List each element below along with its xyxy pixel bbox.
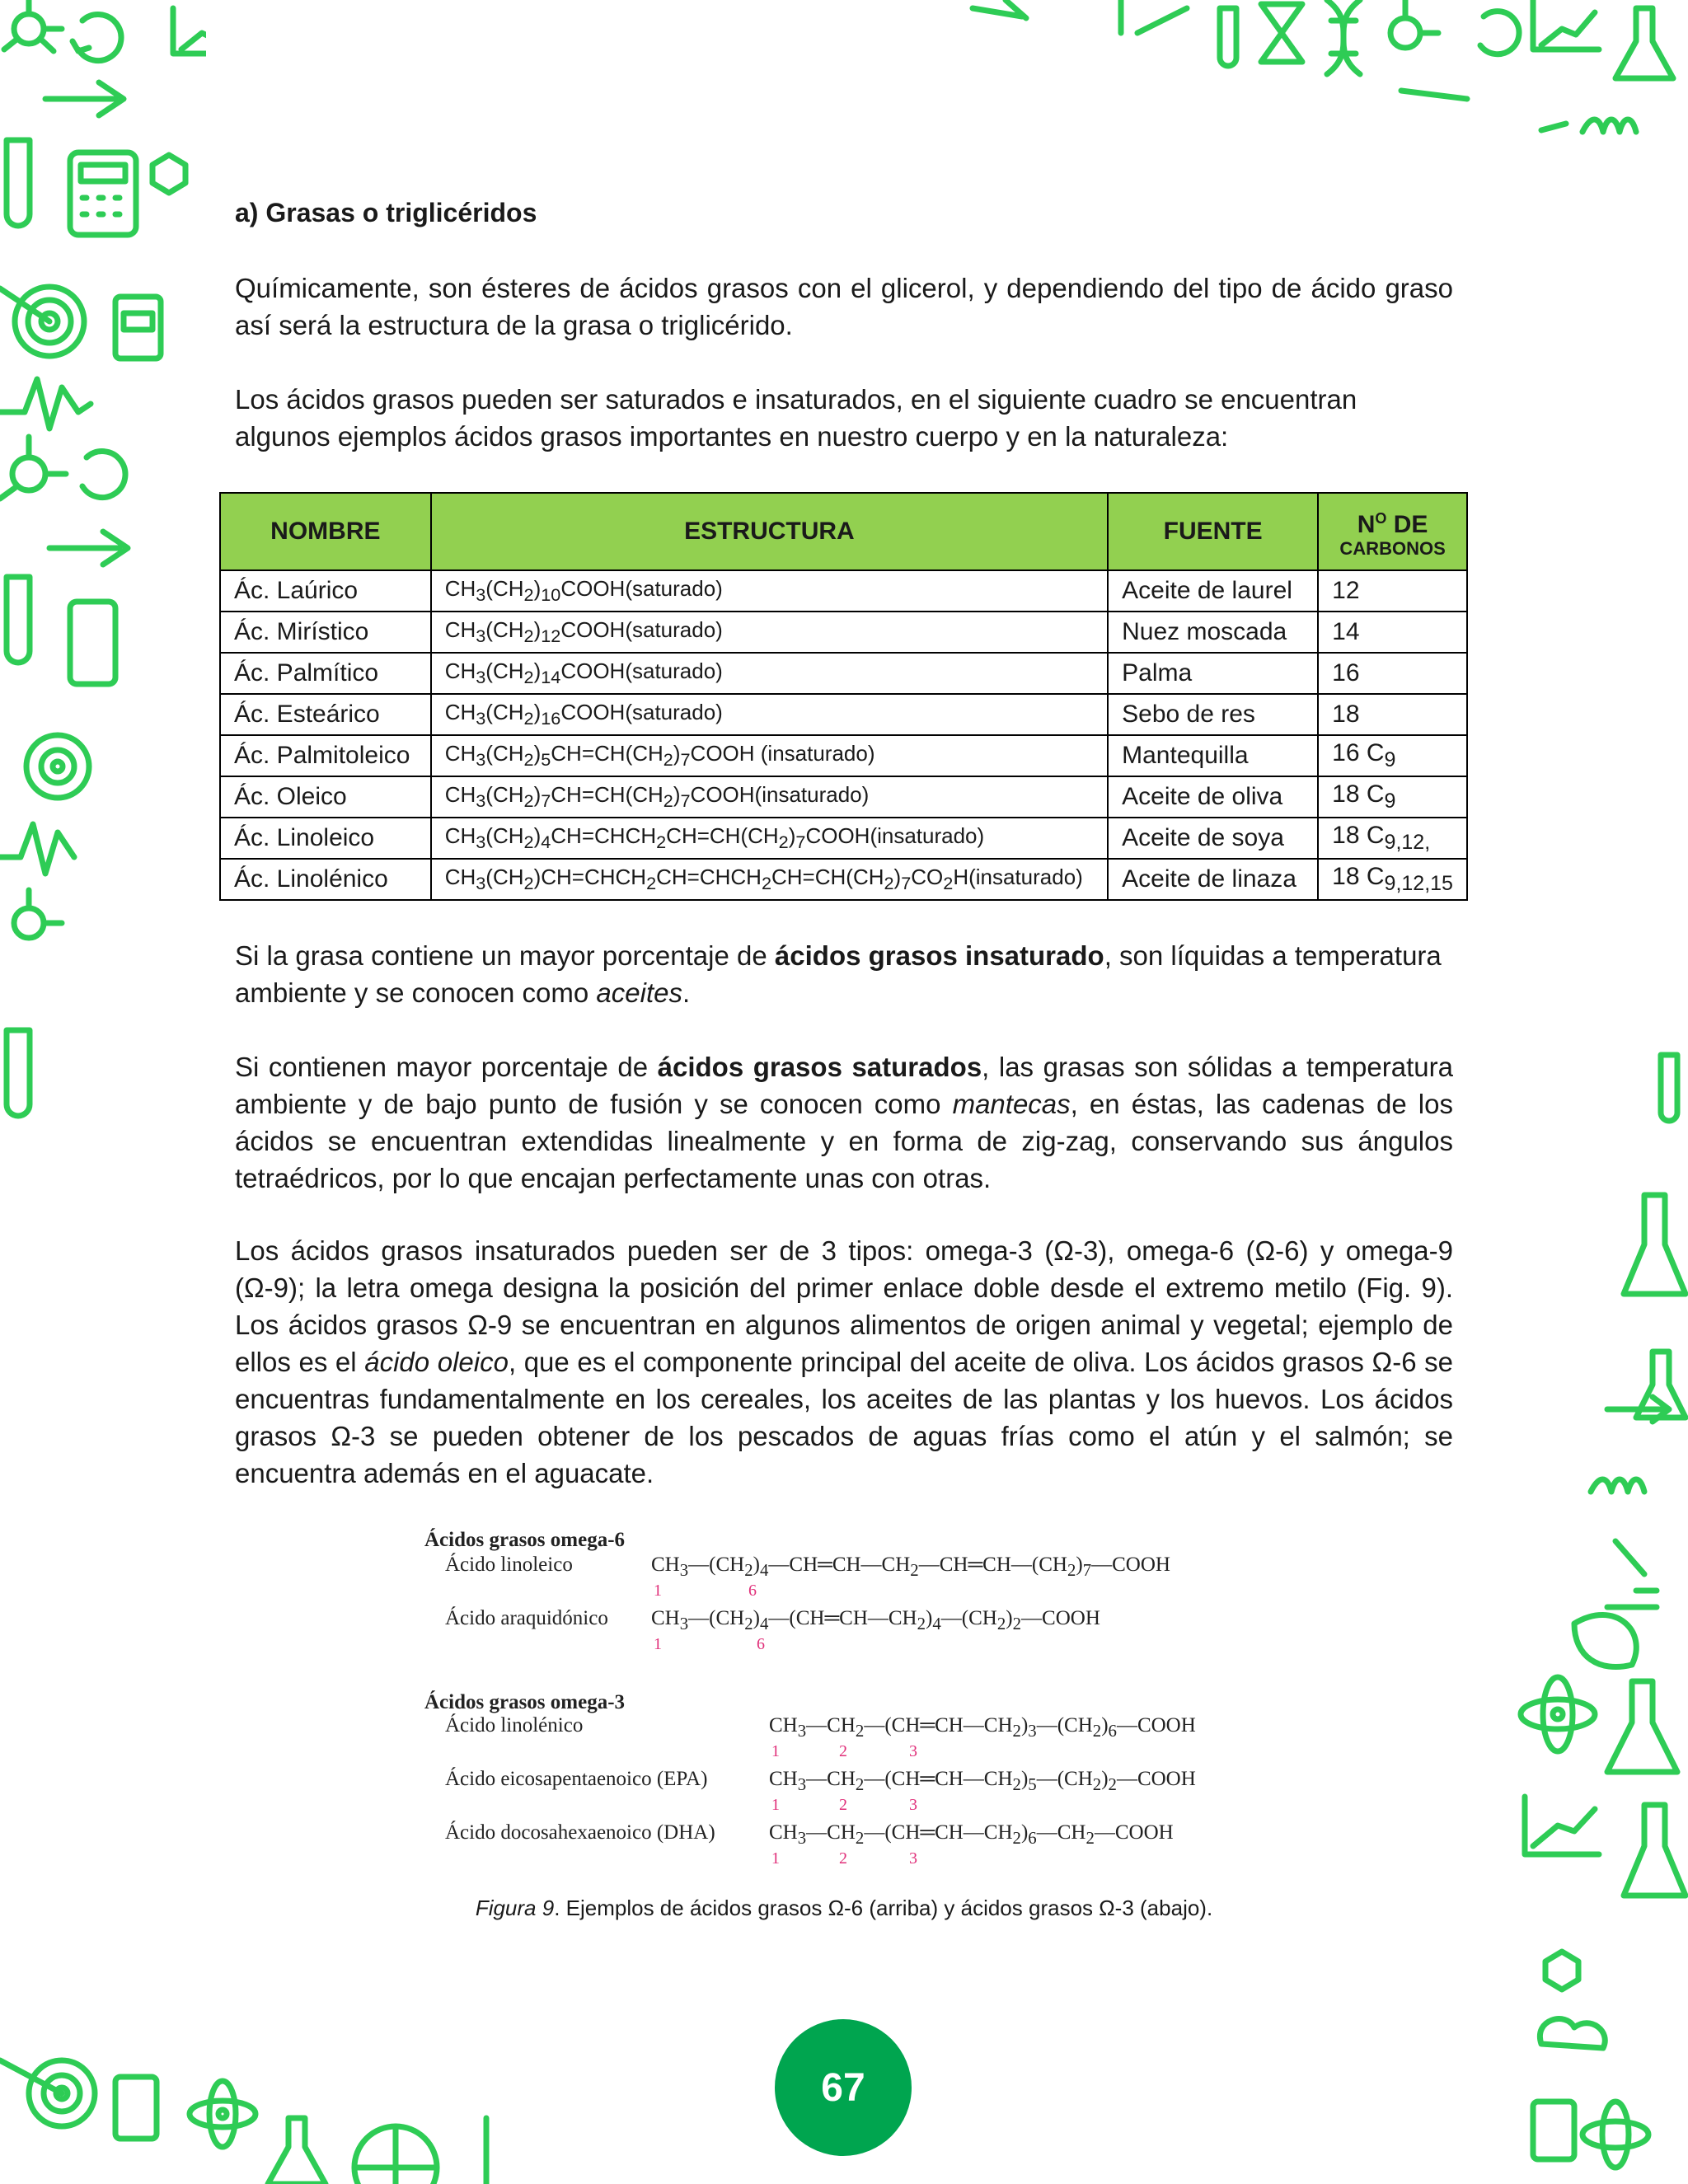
cell-source: Aceite de linaza	[1108, 859, 1318, 900]
atom-icon	[190, 2081, 256, 2147]
decorative-border-top	[890, 0, 1688, 148]
cell-carbons: 18 $C_9$	[1318, 776, 1467, 818]
paragraph-definition: Químicamente, son ésteres de ácidos grasos con el glicerol, y dependiendo del tipo de ácido graso así será la estructura de la grasa o triglicérido.	[235, 273, 1453, 340]
acid-name: Ácido docosahexaenoico (DHA)	[445, 1821, 715, 1844]
caption-label: Figura 9	[475, 1896, 555, 1920]
microscope-icon	[1607, 1541, 1657, 1607]
growth-chart-icon	[173, 8, 206, 54]
recycle-icon	[82, 452, 125, 498]
target-icon	[0, 287, 84, 356]
paragraph-saturated: Si contienen mayor porcentaje de ácidos grasos saturados, las grasas son sólidas a temperatura ambiente y de bajo punto de fusión y se conocen como mantecas, en éstas, las cadenas de los ácidos se encuentran extendidas linealmente y en forma de zig-zag, conservando sus ángulos tetraédricos, por lo que encajan perfectamente unas con otras.	[235, 1052, 1453, 1193]
carbon-position-number: 1	[654, 1582, 662, 1600]
acid-name: Ácido linolénico	[445, 1714, 584, 1736]
carbon-position-number: 2	[839, 1849, 847, 1868]
acid-name: Ácido eicosapentaenoico (EPA)	[445, 1768, 708, 1790]
paragraph-unsaturated: Si la grasa contiene un mayor porcentaje de ácidos grasos insaturado, son líquidas a temperatura ambiente y se conocen como aceites.	[235, 940, 1442, 1008]
cell-carbons: 12	[1318, 570, 1467, 612]
carbon-position-number: 6	[748, 1582, 757, 1600]
molecule-icon	[14, 890, 62, 938]
acid-formula: $CH_3—CH_2—(CH═CH—CH_2)_3—(CH_2)_6—COOH$	[769, 1714, 1196, 1741]
flask-icon	[1624, 1195, 1686, 1294]
figure-caption	[0, 1896, 1688, 1921]
decorative-border-left	[0, 0, 206, 1154]
arrow-icon	[973, 0, 1026, 18]
recycle-icon	[73, 15, 121, 61]
molecule-icon	[1390, 0, 1438, 48]
cell-source: Aceite de oliva	[1108, 776, 1318, 818]
column-header-name: NOMBRE	[220, 493, 431, 570]
carbon-position-number: 3	[909, 1742, 917, 1760]
cell-source: Mantequilla	[1108, 735, 1318, 776]
acid-name: Ácido linoleico	[445, 1554, 573, 1576]
book-icon	[115, 2077, 157, 2139]
cell-source: Sebo de res	[1108, 694, 1318, 735]
cell-carbons: 16	[1318, 653, 1467, 694]
carbon-position-number: 3	[909, 1796, 917, 1814]
cell-name: Ác. Linolénico	[220, 859, 431, 900]
cell-carbons: 18 $C_{9,12,}$	[1318, 818, 1467, 859]
target-icon	[26, 735, 89, 798]
cell-carbons: 16 $C_9$	[1318, 735, 1467, 776]
atom-icon	[1582, 2102, 1648, 2168]
spring-icon	[1541, 120, 1636, 132]
growth-chart-icon	[1121, 0, 1187, 33]
cell-source: Nuez moscada	[1108, 612, 1318, 653]
carbon-position-number: 1	[771, 1742, 780, 1760]
section-heading: a) Grasas o triglicéridos	[235, 198, 537, 227]
cell-name: Ác. Esteárico	[220, 694, 431, 735]
omega3-title: Ácidos grasos omega-3	[424, 1691, 626, 1713]
book-icon	[115, 297, 161, 359]
carbon-position-number: 2	[839, 1796, 847, 1814]
test-tube-icon	[1661, 1055, 1677, 1121]
calculator-icon	[70, 602, 115, 684]
carbons-sup: O	[1375, 510, 1387, 527]
arrow-right-icon	[45, 82, 124, 115]
cell-name: Ác. Palmítico	[220, 653, 431, 694]
cell-structure: $CH_3(CH_2)_{14}COOH(saturado)$	[431, 653, 1108, 694]
carbons-n: N	[1357, 511, 1376, 538]
acid-formula: $CH_3—(CH_2)_4—(CH═CH—CH_2)_4—(CH_2)_2—COOH$	[651, 1607, 1100, 1633]
carbon-position-number: 1	[771, 1849, 780, 1868]
table-row	[220, 653, 1467, 694]
book-icon	[1533, 2102, 1574, 2159]
cell-carbons: 14	[1318, 612, 1467, 653]
carbon-position-number: 3	[909, 1849, 917, 1868]
column-header-carbons	[1318, 493, 1467, 570]
recycle-icon	[1480, 12, 1519, 54]
table-row	[220, 612, 1467, 653]
cell-carbons: 18	[1318, 694, 1467, 735]
acid-formula: $CH_3—(CH_2)_4—CH═CH—CH_2—CH═CH—(CH_2)_7—COOH$	[651, 1554, 1170, 1580]
omega-figure	[424, 1529, 1315, 1891]
table-header-row	[220, 493, 1467, 570]
flask-icon	[1615, 8, 1673, 78]
cell-carbons: 18 $C_{9,12,15}$	[1318, 859, 1467, 900]
cell-name: Ác. Oleico	[220, 776, 431, 818]
paragraph-omega: Los ácidos grasos insaturados pueden ser de 3 tipos: omega-3 (Ω-3), omega-6 (Ω-6) y omega-9 (Ω-9); la letra omega designa la posición del primer enlace doble desde el extremo metilo (Fig. 9). Los ácidos grasos Ω-9 se encuentran en algunos alimentos de origen animal y vegetal; ejemplo de ellos es el ácido oleico, que es el componente principal del aceite de oliva. Los ácidos grasos Ω-6 se encuentras fundamentalmente en los cereales, los aceites de las plantas y los huevos. Los ácidos grasos Ω-3 se pueden obtener de los pescados de aguas frías como el atún y el salmón; se encuentra además en el aguacate.	[235, 1235, 1454, 1488]
acid-formula: $CH_3—CH_2—(CH═CH—CH_2)_6—CH_2—COOH$	[769, 1821, 1174, 1848]
table-row	[220, 776, 1467, 818]
globe-icon	[354, 2126, 437, 2184]
test-tube-icon	[1220, 8, 1236, 66]
flask-icon	[1624, 1805, 1686, 1896]
cell-structure: $CH_3(CH_2)_{12}COOH(saturado)$	[431, 612, 1108, 653]
calculator-icon	[70, 152, 136, 235]
table-row	[220, 818, 1467, 859]
column-header-source: FUENTE	[1108, 493, 1318, 570]
arrow-right-icon	[1401, 91, 1467, 99]
acid-name: Ácido araquidónico	[445, 1607, 608, 1629]
flask-icon	[1607, 1681, 1677, 1772]
omega6-title: Ácidos grasos omega-6	[424, 1529, 626, 1551]
table-body	[220, 570, 1467, 900]
cell-name: Ác. Mirístico	[220, 612, 431, 653]
caption-text: . Ejemplos de ácidos grasos Ω-6 (arriba) y ácidos grasos Ω-3 (abajo).	[554, 1896, 1213, 1920]
leaf-icon	[1574, 1615, 1636, 1667]
column-header-structure: ESTRUCTURA	[431, 493, 1108, 570]
fatty-acids-table	[219, 492, 1468, 901]
cloud-icon	[1540, 2019, 1605, 2048]
test-tube-icon	[7, 140, 30, 226]
cell-name: Ác. Linoleico	[220, 818, 431, 859]
paragraph-intro-table: Los ácidos grasos pueden ser saturados e insaturados, en el siguiente cuadro se encuentran algunos ejemplos ácidos grasos importantes en nuestro cuerpo y en la naturaleza:	[235, 384, 1357, 452]
molecule-icon	[0, 437, 66, 499]
target-icon	[0, 2060, 95, 2126]
cell-structure: $CH_3(CH_2)CH=CHCH_2CH=CHCH_2CH=CH(CH_2)_7CO_2H(insaturado)$	[431, 859, 1108, 900]
hexagon-icon	[152, 155, 185, 193]
carbon-position-number: 2	[839, 1742, 847, 1760]
cell-structure: $CH_3(CH_2)_5CH=CH(CH_2)_7COOH$ (insaturado)	[431, 735, 1108, 776]
carbons-de: DE	[1386, 511, 1428, 538]
table-row	[220, 735, 1467, 776]
acid-formula: $CH_3—CH_2—(CH═CH—CH_2)_5—(CH_2)_2—COOH$	[769, 1768, 1196, 1794]
cell-structure: $CH_3(CH_2)_{10}COOH(saturado)$	[431, 570, 1108, 612]
arrow-right-icon	[49, 532, 128, 565]
test-tube-icon	[7, 1030, 30, 1116]
cell-structure: $CH_3(CH_2)_4CH=CHCH_2CH=CH(CH_2)_7COOH(insaturado)$	[431, 818, 1108, 859]
cell-name: Ác. Palmitoleico	[220, 735, 431, 776]
table-row	[220, 694, 1467, 735]
carbons-sub: CARBONOS	[1339, 538, 1446, 559]
cell-structure: $CH_3(CH_2)_{16}COOH(saturado)$	[431, 694, 1108, 735]
cell-structure: $CH_3(CH_2)_7CH=CH(CH_2)_7COOH(insaturado)$	[431, 776, 1108, 818]
heartbeat-icon	[0, 824, 74, 874]
table-row	[220, 570, 1467, 612]
hexagon-icon	[1545, 1952, 1578, 1990]
hourglass-icon	[1261, 4, 1302, 62]
cell-name: Ác. Laúrico	[220, 570, 431, 612]
cell-source: Aceite de laurel	[1108, 570, 1318, 612]
flask-icon	[268, 2118, 326, 2184]
molecule-icon	[4, 0, 62, 51]
carbon-position-number: 1	[771, 1796, 780, 1814]
cell-source: Palma	[1108, 653, 1318, 694]
decorative-border-right	[1467, 1030, 1688, 2184]
table-row	[220, 859, 1467, 900]
atom-icon	[1521, 1677, 1595, 1751]
carbon-position-number: 1	[654, 1635, 662, 1653]
growth-chart-icon	[1533, 0, 1599, 49]
decorative-border-bottom	[0, 2044, 577, 2184]
page-number-badge: 67	[775, 2019, 912, 2156]
dna-icon	[1327, 0, 1360, 74]
growth-chart-icon	[1525, 1797, 1599, 1854]
heartbeat-icon	[0, 379, 91, 429]
carbon-position-number: 6	[757, 1635, 765, 1653]
spring-icon	[1591, 1479, 1644, 1492]
test-tube-icon	[7, 577, 30, 663]
cell-source: Aceite de soya	[1108, 818, 1318, 859]
